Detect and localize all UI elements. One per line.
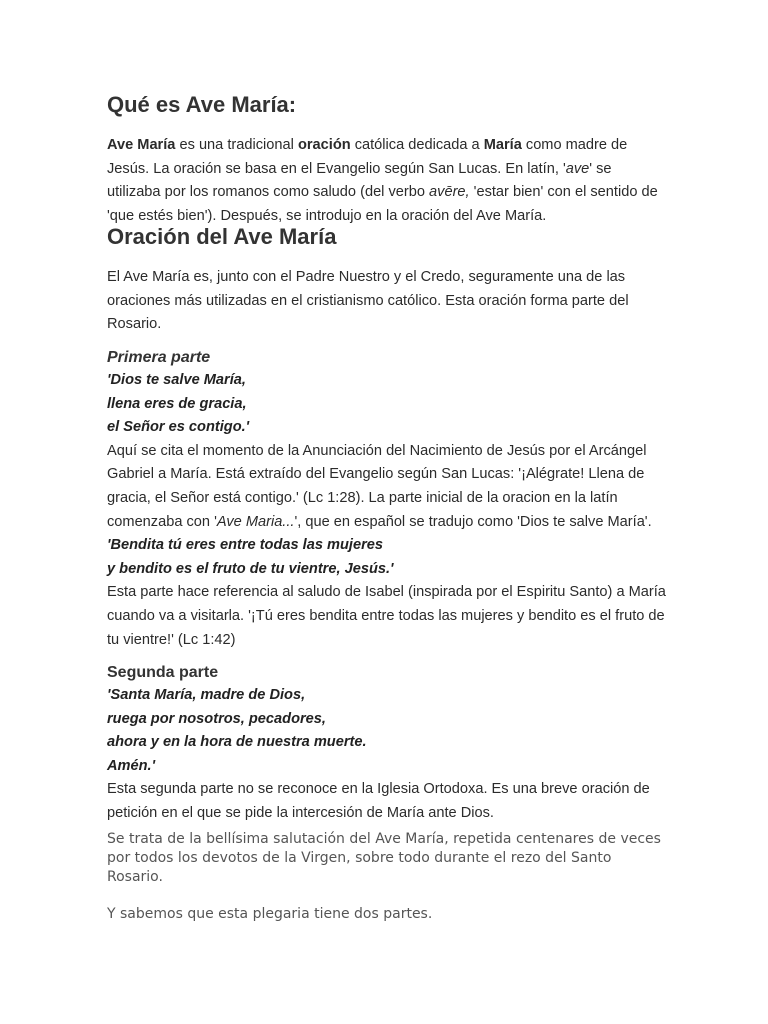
text-run: ', que en español se tradujo como 'Dios te salve María'. [294, 513, 652, 530]
text-run: 'estar bien' con el sentido de 'que estés bien'). Después, se introdujo en la oración del Ave María. [107, 184, 658, 224]
term-maria: María [483, 137, 522, 153]
text-run: Aquí se cita el momento de la Anunciación del Nacimiento de Jesús por el Arcángel Gabriel a María. Está extraído del Evangelio según San Lucas: '¡Alégrate! Llena de gracia, el Señor está contigo.' (Lc 1:28). La parte inicial de la oracion en la latín comenzaba con ' [107, 442, 647, 530]
verse-line: 'Bendita tú eres entre todas las mujeres [107, 537, 383, 554]
primera-parte-heading: Primera parte [107, 349, 211, 366]
verse-line: 'Santa María, madre de Dios, [107, 687, 306, 703]
segunda-parte-heading: Segunda parte [107, 664, 219, 681]
verse-line: ahora y en la hora de nuestra muerte. [107, 734, 367, 751]
section-title-oracion: Oración del Ave María [107, 224, 337, 249]
text-run: católica dedicada a [350, 137, 484, 153]
term-ave-maria: Ave María [107, 137, 176, 153]
text-run: ' se utilizaba por los romanos como saludo (del verbo [107, 160, 612, 201]
definition-paragraph [107, 134, 667, 228]
term-avere: avēre, [429, 184, 470, 201]
term-ave: ave [565, 160, 590, 177]
section-title-que-es: Qué es Ave María: [107, 92, 297, 117]
segunda-parte-section [107, 662, 667, 826]
verse-line: llena eres de gracia, [107, 395, 247, 412]
verse-line: y bendito es el fruto de tu vientre, Jesús.' [107, 560, 394, 577]
intro-paragraph [107, 266, 667, 337]
primera-explanation-2: Esta parte hace referencia al saludo de Isabel (inspirada por el Espiritu Santo) a María cuando va a visitarla. '¡Tú eres bendita entre todas las mujeres y bendito es el fruto de tu vientre!' (Lc 1:42) [107, 584, 666, 648]
verse-line: el Señor es contigo.' [107, 419, 250, 436]
definition-text [107, 134, 667, 228]
verse-line: ruega por nosotros, pecadores, [107, 710, 326, 727]
latin-phrase: Ave Maria... [216, 513, 295, 530]
term-oracion: oración [297, 137, 351, 153]
primera-explanation-1 [107, 440, 667, 534]
segunda-explanation: Esta segunda parte no se reconoce en la Iglesia Ortodoxa. Es una breve oración de petición en el que se pide la intercesión de María ante Dios. [107, 781, 650, 821]
text-run: es una tradicional [175, 137, 298, 153]
primera-parte-section [107, 347, 667, 652]
verse-line: 'Dios te salve María, [107, 372, 246, 388]
text-run: como madre de Jesús. La oración se basa en el Evangelio según San Lucas. En latín, ' [107, 137, 628, 177]
intro-text: El Ave María es, junto con el Padre Nuestro y el Credo, seguramente una de las oraciones más utilizadas en el cristianismo católico. Esta oración forma parte del Rosario. [107, 269, 629, 333]
footer-paragraph-1: Se trata de la bellísima salutación del Ave María, repetida centenares de veces por todos los devotos de la Virgen, sobre todo durante el rezo del Santo Rosario. [107, 831, 661, 885]
footer-paragraph-2: Y sabemos que esta plegaria tiene dos partes. [107, 906, 433, 922]
verse-line: Amén.' [107, 757, 156, 774]
